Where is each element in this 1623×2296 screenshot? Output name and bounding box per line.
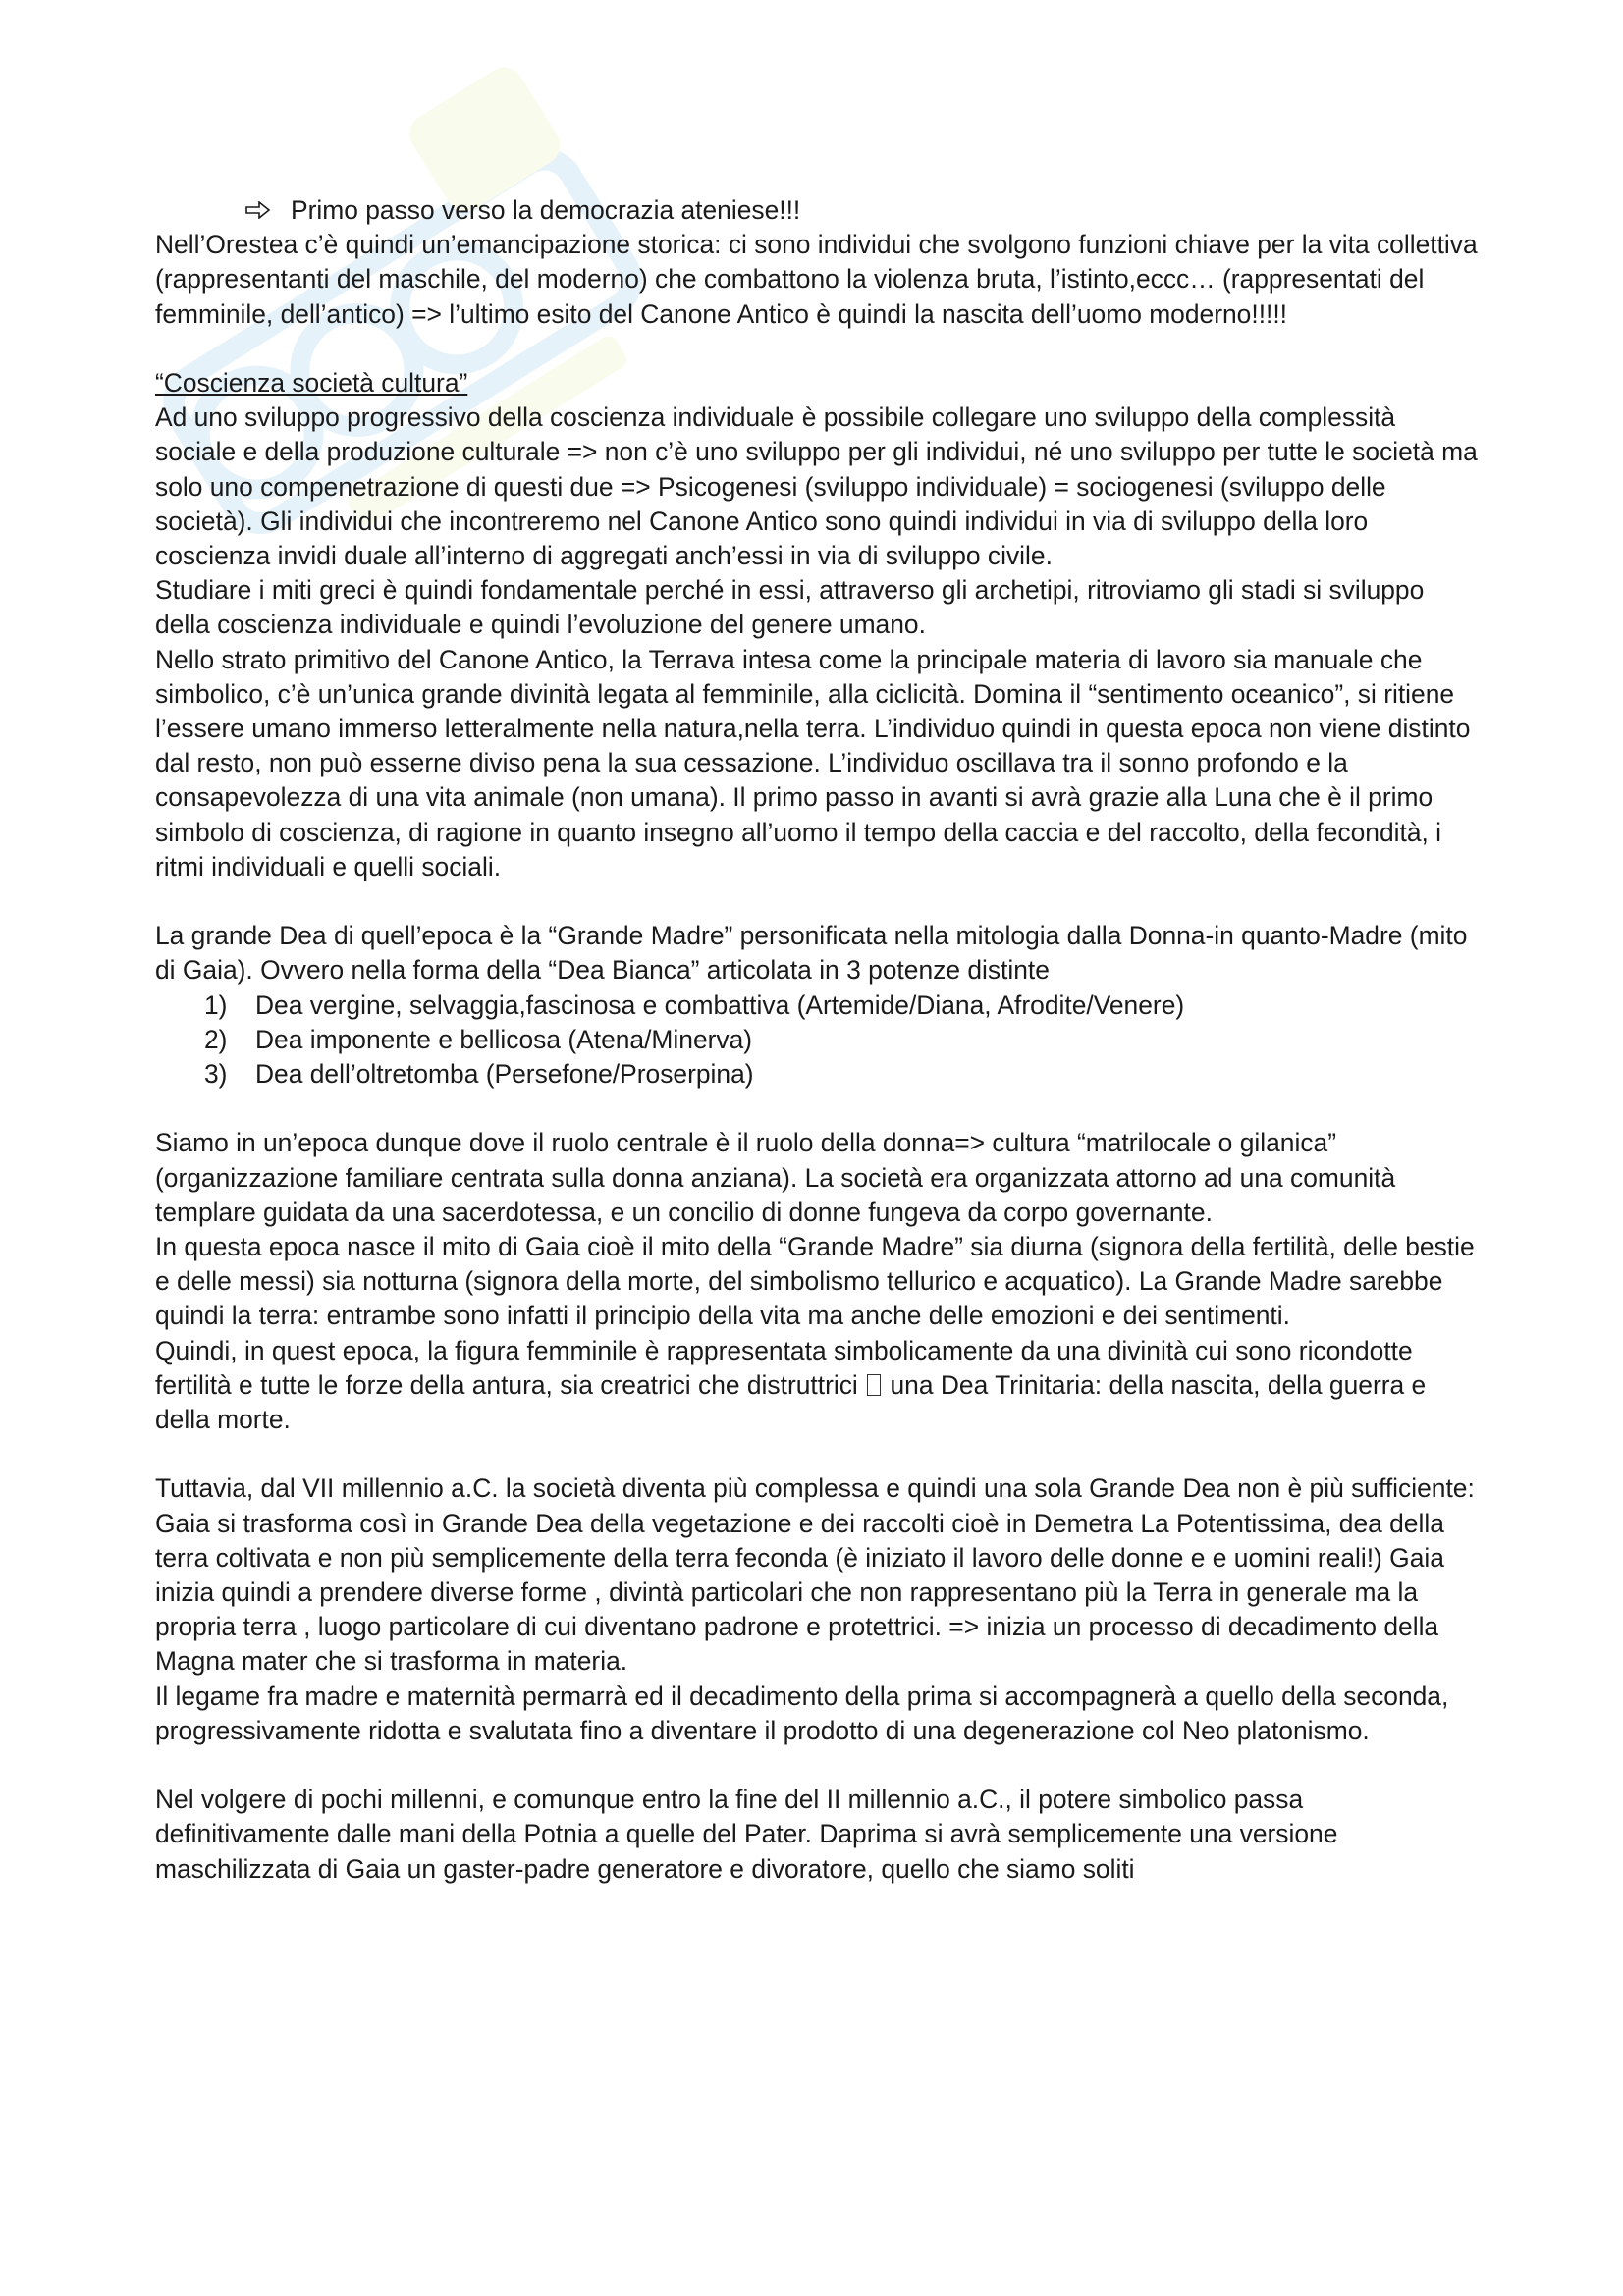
document-page [155, 193, 1483, 1887]
paragraph-orestea: Nell’Orestea c’è quindi un’emancipazione storica: ci sono individui che svolgono funzioni chiave per la vita collettiva (rappresentanti del maschile, del moderno) che combattono la violenza bruta, l’istinto,eccc… (rappresentati del femminile, dell’antico) => l’ultimo esito del Canone Antico è quindi la nascita dell’uomo moderno!!!!! [155, 230, 1478, 329]
paragraph-matrilocale: Siamo in un’epoca dunque dove il ruolo centrale è il ruolo della donna=> cultura “matrilocale o gilanica” (organizzazione familiare centrata sulla donna anziana). La società era organizzata attorno ad una comunità templare guidata da una sacerdotessa, e un concilio di donne fungeva da corpo governante. [155, 1128, 1396, 1227]
paragraph-pochi-millenni: Nel volgere di pochi millenni, e comunque entro la fine del II millennio a.C., il potere simbolico passa definitivamente dalle mani della Potnia a quelle del Pater. Daprima si avrà semplicemente una versione maschilizzata di Gaia un gaster-padre generatore e divoratore, quello che siamo soliti [155, 1785, 1338, 1884]
list-item: 1) Dea vergine, selvaggia,fascinosa e combattiva (Artemide/Diana, Afrodite/Venere) [204, 989, 1185, 1020]
paragraph-sviluppo: Ad uno sviluppo progressivo della coscienza individuale è possibile collegare uno sviluppo della complessità sociale e della produzione culturale => non c’è uno sviluppo per gli individui, né uno sviluppo per tutte le società ma solo uno compenetrazione di questi due => Psicogenesi (sviluppo individuale) = sociogenesi (sviluppo delle società). Gli individui che incontreremo nel Canone Antico sono quindi individui in via di sviluppo della loro coscienza invidi duale all’interno di aggregati anch’essi in via di sviluppo civile. [155, 402, 1478, 571]
paragraph-legame: Il legame fra madre e maternità permarrà ed il decadimento della prima si accompagnerà a quello della seconda, progressivamente ridotta e svalutata fino a diventare il prodotto di una degenerazione col Neo platonismo. [155, 1681, 1449, 1745]
arrow-bullet-line [155, 193, 1483, 228]
paragraph-miti: Studiare i miti greci è quindi fondamentale perché in essi, attraverso gli archetipi, ritroviamo gli stadi si sviluppo della coscienza individuale e quindi l’evoluzione del genere umano. [155, 575, 1425, 640]
arrow-right-icon [245, 193, 275, 228]
paragraph-vii-millennio: Tuttavia, dal VII millennio a.C. la società diventa più complessa e quindi una sola Grande Dea non è più sufficiente: Gaia si trasforma così in Grande Dea della vegetazione e dei raccolti cioè in Demetra La Potentissima, dea della terra coltivata e non più semplicemente della terra feconda (è iniziato il lavoro delle donne e e uomini reali!) Gaia inizia quindi a prendere diverse forme , divintà particolari che non rappresentano più la Terra in generale ma la propria terra , luogo particolare di cui diventano padrone e protettrici. => inizia un processo di decadimento della Magna mater che si trasforma in materia. [155, 1473, 1475, 1677]
paragraph-mito-gaia: In questa epoca nasce il mito di Gaia cioè il mito della “Grande Madre” sia diurna (signora della fertilità, delle bestie e delle messi) sia notturna (signora della morte, del simbolismo tellurico e acquatico). La Grande Madre sarebbe quindi la terra: entrambe sono infatti il principio della vita ma anche delle emozioni e dei sentimenti. [155, 1232, 1475, 1331]
missing-glyph-icon [867, 1374, 881, 1396]
arrow-line-text: Primo passo verso la democrazia ateniese!!! [291, 195, 801, 225]
paragraph-grande-dea: La grande Dea di quell’epoca è la “Grande Madre” personificata nella mitologia dalla Donna-in quanto-Madre (mito di Gaia). Ovvero nella forma della “Dea Bianca” articolata in 3 potenze distinte [155, 921, 1468, 986]
paragraph-strato-primitivo: Nello strato primitivo del Canone Antico, la Terrava intesa come la principale materia di lavoro sia manuale che simbolico, c’è un’unica grande divinità legata al femminile, alla ciclicità. Domina il “sentimento oceanico”, si ritiene l’essere umano immerso letteralmente nella natura,nella terra. L’individuo quindi in questa epoca non viene distinto dal resto, non può esserne diviso pena la sua cessazione. L’individuo oscillava tra il sonno profondo e la consapevolezza di una vita animale (non umana). Il primo passo in avanti si avrà grazie alla Luna che è il primo simbolo di coscienza, di ragione in quanto insegno all’uomo il tempo della caccia e del raccolto, della fecondità, i ritmi individuali e quelli sociali. [155, 644, 1471, 881]
list-item: 3) Dea dell’oltretomba (Persefone/Proserpina) [204, 1059, 754, 1090]
numbered-list [155, 988, 1483, 1093]
paragraph-figura-femminile: Quindi, in quest epoca, la figura femminile è rappresentata simbolicamente da una divinità cui sono ricondotte fertilità e tutte le forze della antura, sia creatrici che distruttrici una Dea Trinitaria: della nascita, della guerra e della morte. [155, 1335, 1427, 1435]
section-heading: “Coscienza società cultura” [155, 368, 468, 398]
list-item: 2) Dea imponente e bellicosa (Atena/Minerva) [204, 1024, 753, 1054]
